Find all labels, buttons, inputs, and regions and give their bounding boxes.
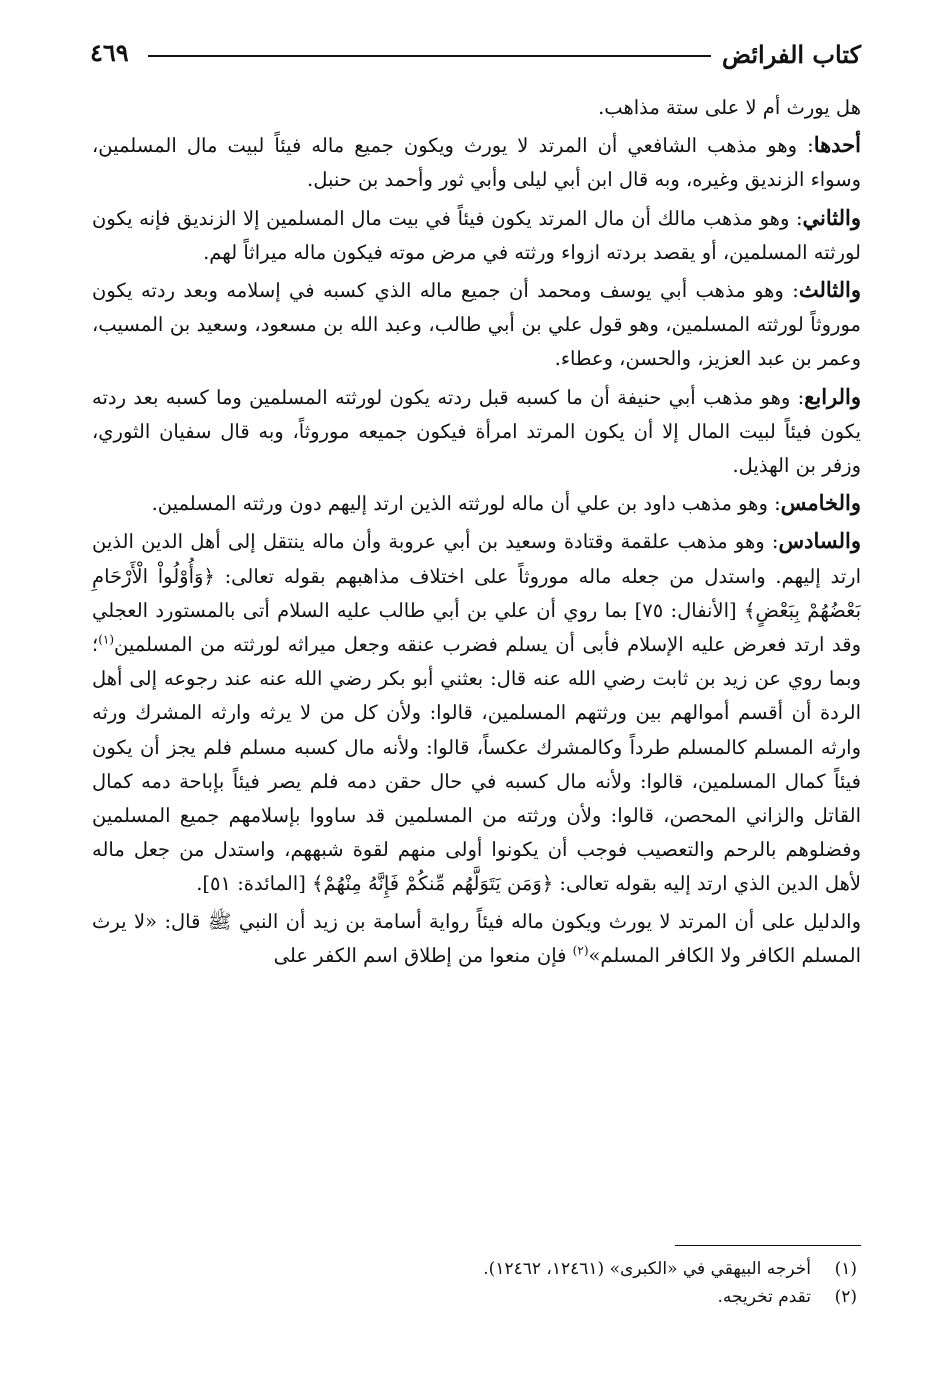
paragraph-term: والسادس bbox=[778, 528, 861, 554]
footnote-rule bbox=[675, 1245, 861, 1246]
page-number: ٤٦٩ bbox=[90, 38, 129, 67]
footnote-item bbox=[120, 1255, 857, 1283]
paragraph-fifth bbox=[92, 486, 861, 521]
paragraph-term: والثالث bbox=[798, 277, 861, 303]
footnote-number: (١) bbox=[834, 1259, 857, 1279]
verse-reference: [الأنفال: ٧٥] bbox=[627, 598, 744, 622]
paragraph-text: والدليل على أن المرتد لا يورث ويكون ماله فيئاً رواية أسامة بن زيد أن النبي ﷺ قال: «لا يرث المسلم الكافر ولا الكافر المسلم» bbox=[92, 909, 861, 967]
paragraph-term: والخامس bbox=[780, 490, 861, 516]
quran-verse: ﴿وَأُوْلُواْ الْأَرْحَامِ بَعْضُهُمْ بِبَعْضٍ﴾ bbox=[92, 564, 862, 622]
paragraph-first bbox=[92, 128, 861, 197]
book-title: كتاب الفرائض bbox=[721, 40, 861, 69]
main-text bbox=[92, 90, 861, 976]
footnotes bbox=[120, 1255, 857, 1311]
paragraph-evidence bbox=[92, 905, 861, 973]
paragraph-text: : وهو مذهب علقمة وقتادة وسعيد بن أبي عروبة وأن ماله ينتقل إلى أهل الدين الذين ارتد إليهم. واستدل من جعله ماله موروثاً على اختلاف مذاهبهم بقوله تعالى: bbox=[92, 530, 861, 588]
paragraph-text: : وهو مذهب أبي حنيفة أن ما كسبه قبل ردته يكون لورثته المسلمين وما كسبه بعد ردته يكون فيئاً لبيت المال إلا أن يكون المرتد امرأة فيكون جميعه موروثاً، وبه قال سفيان الثوري، وزفر بن الهذيل. bbox=[92, 385, 861, 478]
paragraph-text: هل يورث أم لا على ستة مذاهب. bbox=[598, 96, 861, 119]
paragraph-text: : وهو مذهب داود بن علي أن ماله لورثته الذين ارتد إليهم دون ورثته المسلمين. bbox=[151, 492, 781, 516]
footnote-text: أخرجه البيهقي في «الكبرى» (١٢٤٦١، ١٢٤٦٢). bbox=[483, 1259, 811, 1279]
running-header bbox=[90, 36, 861, 76]
footnote-number: (٢) bbox=[834, 1287, 857, 1307]
footnote-marker[interactable]: (١) bbox=[98, 632, 115, 647]
paragraph-text: فإن منعوا من إطلاق اسم الكفر على bbox=[273, 943, 573, 967]
paragraph-sixth bbox=[92, 524, 861, 901]
paragraph-second bbox=[92, 201, 861, 270]
paragraph-intro bbox=[92, 90, 861, 125]
paragraph-term: أحدها bbox=[813, 132, 861, 158]
footnote-marker[interactable]: (٢) bbox=[572, 943, 589, 958]
paragraph-third bbox=[92, 273, 861, 377]
verse-reference: [المائدة: ٥١]. bbox=[196, 872, 313, 896]
footnote-item bbox=[120, 1283, 857, 1311]
paragraph-text: : وهو مذهب مالك أن مال المرتد يكون فيئاً في بيت مال المسلمين إلا الزنديق فإنه يكون لورثته المسلمين، أو يقصد بردته ازواء ورثته في مرض موته فيكون ماله ميراثاً لهم. bbox=[92, 206, 861, 264]
paragraph-fourth bbox=[92, 380, 861, 484]
paragraph-term: والثاني bbox=[802, 204, 861, 230]
quran-verse: ﴿وَمَن يَتَوَلَّهُم مِّنكُمْ فَإِنَّهُ مِنْهُمْ﴾ bbox=[312, 872, 554, 896]
paragraph-text: : وهو مذهب أبي يوسف ومحمد أن جميع ماله الذي كسبه في إسلامه وبعد ردته يكون موروثاً لورثته المسلمين، وهو قول علي بن أبي طالب، وعبد الله بن مسعود، وسعيد بن المسيب، وعمر بن عبد العزيز، والحسن، وعطاء. bbox=[92, 279, 861, 371]
paragraph-text: ؛ وبما روي عن زيد بن ثابت رضي الله عنه قال: بعثني أبو بكر رضي الله عنه عند رجوعه إلى أهل الردة أن أقسم أموالهم بين ورثتهم المسلمين، قالوا: ولأن كل من لا يرثه وارثه المشرك ورثه وارثه المسلم كالمسلم طرداً وكالمشرك عكساً، قالوا: ولأنه مال كسبه مسلم فلم يجز أن يكون فيئاً كمال المسلمين، قالوا: ولأنه مال كسبه في حال حقن دمه فلم يصر فيئاً بإباحة دمه كمال القاتل والزاني المحصن، قالوا: ولأن ورثته من المسلمين قد ساووا بإسلامهم جميع المسلمين وفضلوهم بالرحم والتعصيب فوجب أن يكونوا أولى منهم لقوة شبههم، واستدل من جعل ماله لأهل الدين الذي ارتد إليه بقوله تعالى: bbox=[92, 633, 861, 896]
paragraph-term: والرابع bbox=[804, 383, 861, 409]
paragraph-text: بما روي أن علي بن أبي طالب عليه السلام أتى بالمستورد العجلي وقد ارتد فعرض عليه الإسلام فأبى أن يسلم فضرب عنقه وجعل ميراثه لورثته من المسلمين bbox=[92, 598, 861, 657]
paragraph-text: : وهو مذهب الشافعي أن المرتد لا يورث ويكون جميع ماله فيئاً لبيت مال المسلمين، وسواء الزنديق وغيره، وبه قال ابن أبي ليلى وأبي ثور وأحمد بن حنبل. bbox=[92, 134, 861, 192]
footnote-text: تقدم تخريجه. bbox=[717, 1287, 811, 1307]
header-rule bbox=[148, 55, 711, 57]
